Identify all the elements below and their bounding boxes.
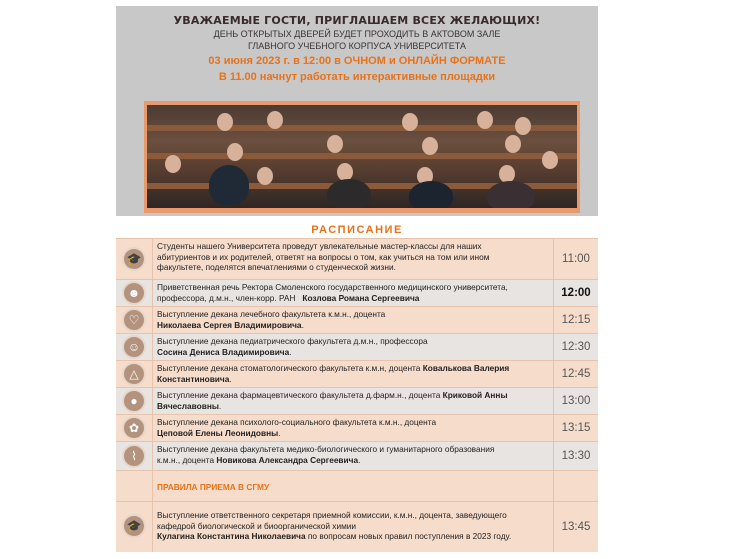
photo-person (422, 137, 438, 155)
schedule-time: 13:00 (553, 388, 598, 414)
graduation-cap-icon: 🎓 (122, 247, 146, 271)
venue-line-2: ГЛАВНОГО УЧЕБНОГО КОРПУСА УНИВЕРСИТЕТА (247, 41, 467, 51)
schedule-time: 12:00 (553, 280, 598, 306)
poster-title: УВАЖАЕМЫЕ ГОСТИ, ПРИГЛАШАЕМ ВСЕХ ЖЕЛАЮЩИХ! (173, 14, 541, 27)
schedule-row (116, 334, 598, 360)
speaker-name: Козлова Романа Сергеевича (302, 292, 420, 303)
schedule-row (116, 239, 598, 279)
photo-person (409, 181, 453, 208)
open-day-poster (116, 6, 598, 559)
schedule-time: 13:45 (553, 502, 598, 552)
photo-person (327, 135, 343, 153)
admission-rules-title: ПРАВИЛА ПРИЕМА В СГМУ (157, 482, 270, 492)
venue-line-1: ДЕНЬ ОТКРЫТЫХ ДВЕРЕЙ БУДЕТ ПРОХОДИТЬ В АКТОВОМ ЗАЛЕ (213, 29, 501, 39)
speaker-name: Криковой Анны (442, 390, 508, 400)
pills-icon: ● (122, 389, 146, 413)
poster-header (116, 6, 598, 101)
graduation-cap-icon: 🎓 (122, 514, 146, 538)
schedule-row (116, 502, 598, 552)
schedule (116, 216, 598, 559)
schedule-row (116, 388, 598, 414)
schedule-row-text: Выступление декана лечебного факультета к.м.н., доцента Николаева Сергея Владимировича. (152, 307, 552, 333)
speaker-name: Новикова Александра Сергеевича (216, 454, 359, 465)
schedule-row-text: Выступление декана психолого-социального факультета к.м.н., доцента Цеповой Елены Леонидовны. (152, 415, 552, 441)
schedule-title: РАСПИСАНИЕ (311, 224, 403, 236)
schedule-row-text: Выступление декана стоматологического факультета к.м.н, доцента Ковалькова Валерия Константиновича. (152, 361, 552, 387)
schedule-row-text: Студенты нашего Университета проведут увлекательные мастер-классы для наших абитуриентов и их родителей, ответят на вопросы о том, как учиться на том или ином факультете, поделятся впечатлениями о студенческой жизни. (152, 239, 552, 279)
schedule-time: 12:45 (553, 361, 598, 387)
audience-photo-image (147, 105, 577, 208)
photo-person (217, 113, 233, 131)
brain-icon: ✿ (122, 416, 146, 440)
photo-person (505, 135, 521, 153)
schedule-row (116, 442, 598, 470)
person-icon: ☻ (122, 281, 146, 305)
photo-person (487, 181, 535, 208)
photo-person (209, 165, 249, 205)
schedule-row-text: Приветственная речь Ректора Смоленского государственного медицинского университета, профессора, д.м.н., член-корр. РАН Козлова Романа Сергеевича (152, 280, 552, 306)
speaker-name: Цеповой Елены Леонидовны (157, 427, 279, 438)
photo-person (402, 113, 418, 131)
photo-person (515, 117, 531, 135)
schedule-row (116, 361, 598, 387)
platforms-time: В 11.00 начнут работать интерактивные площадки (218, 71, 496, 83)
photo-person (257, 167, 273, 185)
photo-desk-row (147, 125, 577, 131)
speaker-name: Кулагина Константина Николаевича (157, 531, 306, 541)
photo-person (227, 143, 243, 161)
schedule-row-text: Выступление декана педиатрического факультета д.м.н., профессора Сосина Дениса Владимировича. (152, 334, 552, 360)
schedule-row (116, 280, 598, 306)
admission-rules-header (116, 471, 598, 501)
speaker-name: Константиновича (157, 373, 230, 384)
schedule-time: 12:30 (553, 334, 598, 360)
schedule-row-text: Выступление ответственного секретаря приемной комиссии, к.м.н., доцента, заведующего кафедрой биологической и биоорганической химии Кулагина Константина Николаевича по вопросам новых правил поступления в 2023 году. (152, 502, 552, 552)
tooth-icon: △ (122, 362, 146, 386)
schedule-time: 13:15 (553, 415, 598, 441)
photo-desk-row (147, 153, 577, 159)
dna-icon: ⌇ (122, 444, 146, 468)
schedule-row-text: Выступление декана факультета медико-биологического и гуманитарного образования к.м.н., доцента Новикова Александра Сергеевича. (152, 442, 552, 470)
event-date: 03 июня 2023 г. в 12:00 в ОЧНОМ и ОНЛАЙН ФОРМАТЕ (208, 55, 506, 67)
schedule-time: 11:00 (553, 239, 598, 279)
photo-person (477, 111, 493, 129)
speaker-name: Сосина Дениса Владимировича (157, 346, 290, 357)
speaker-name: Николаева Сергея Владимировича (157, 319, 302, 330)
baby-icon: ☺ (122, 335, 146, 359)
speaker-name: Вячеславовны (157, 400, 219, 411)
photo-person (542, 151, 558, 169)
photo-person (165, 155, 181, 173)
photo-person (327, 179, 371, 208)
schedule-row (116, 415, 598, 441)
schedule-row-text: Выступление декана фармацевтического факультета д.фарм.н., доцента Криковой Анны Вячеславовны. (152, 388, 552, 414)
audience-photo (144, 101, 580, 213)
heart-icon: ♡ (122, 308, 146, 332)
speaker-name: Ковалькова Валерия (422, 363, 510, 373)
photo-person (267, 111, 283, 129)
schedule-time: 13:30 (553, 442, 598, 470)
schedule-row (116, 307, 598, 333)
schedule-time: 12:15 (553, 307, 598, 333)
